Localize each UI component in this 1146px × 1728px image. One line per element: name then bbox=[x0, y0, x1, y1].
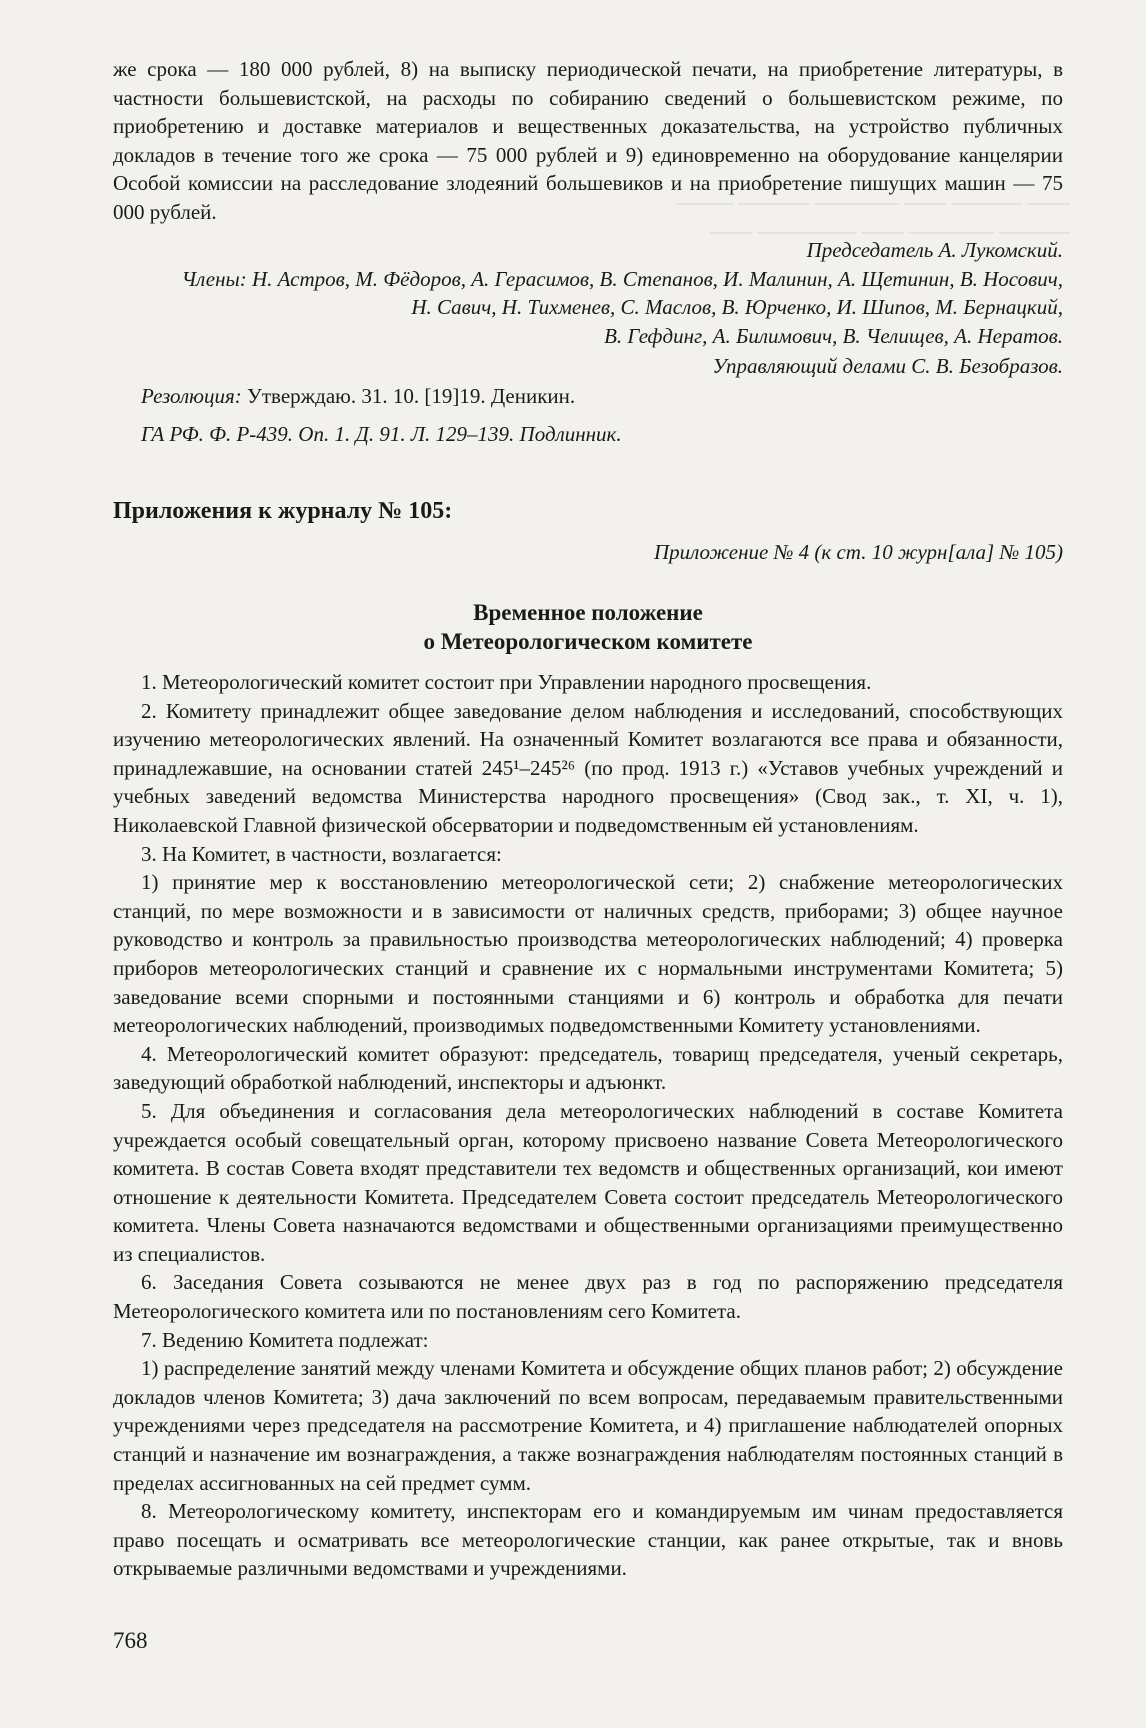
manager-signature: Управляющий делами С. В. Безобразов. bbox=[712, 354, 1063, 379]
intro-text: же срока — 180 000 рублей, 8) на выписку периодической печати, на приобретение литературы, в частности большевистской, на расходы по собиранию сведений о большевистском режиме, по приобретению и доставке материалов и вещественных доказательства, на устройство публичных докладов в течение того же срока — 75 000 рублей и 9) единовременно на оборудование канцелярии Особой комиссии на расследование злодеяний большевиков и на приобретение пишущих машин — 75 000 рублей. bbox=[113, 57, 1063, 224]
resolution-label: Резолюция: bbox=[141, 384, 242, 408]
appendix-reference bbox=[113, 538, 1063, 567]
item-8: 8. Метеорологическому комитету, инспекторам его и командируемым им чинам предоставляется право посещать и осматривать все метеорологические станции, как ранее открытые, так и вновь открываемые различными ведомствами и учреждениями. bbox=[113, 1499, 1063, 1581]
bleed-through-texture: ─── ───── ─── ────── ───── ──── ───── ────── ─── ─────── ─── bbox=[676, 193, 1070, 244]
item-7: 7. Ведению Комитета подлежат: bbox=[141, 1327, 429, 1352]
item-5: 5. Для объединения и согласования дела метеорологических наблюдений в составе Комитета учреждается особый совещательный орган, которому присвоено название Совета Метеорологического комитета. В состав Совета входят представители тех ведомств и общественных организаций, кои имеют отношение к деятельности Комитета. Председателем Совета состоит председатель Метеорологического комитета. Члены Совета назначаются ведомствами и общественными организациями преимущественно из специалистов. bbox=[113, 1098, 1063, 1266]
signature-block bbox=[113, 236, 1063, 381]
document-title bbox=[113, 598, 1063, 656]
item-7-details: 1) распределение занятий между членами Комитета и обсуждение общих планов работ; 2) обсуждение докладов членов Комитета; 3) дача заключений по всем вопросам, передаваемым правительственными учреждениями через председателя на рассмотрение Комитета, и 4) приглашение наблюдателей опорных станций и назначение им вознаграждения, а также вознаграждения наблюдателям постоянных станций в пределах ассигнованных на сей предмет сумм. bbox=[113, 1356, 1063, 1495]
item-1: 1. Метеорологический комитет состоит при Управлении народного просвещения. bbox=[141, 670, 872, 694]
members-line-3: В. Гефдинг, А. Билимович, В. Челищев, А. Нератов. bbox=[604, 323, 1063, 348]
appendix-heading: Приложения к журналу № 105: bbox=[113, 498, 453, 524]
members-line-1: Члены: Н. Астров, М. Фёдоров, А. Герасимов, В. Степанов, И. Малинин, А. Щетинин, В. Носович, bbox=[181, 266, 1063, 291]
regulation-body bbox=[113, 668, 1063, 1583]
resolution bbox=[113, 382, 1063, 411]
title-line-1: Временное положение bbox=[473, 600, 703, 625]
chairman-signature: Председатель А. Лукомский. bbox=[806, 238, 1063, 262]
page-number: 768 bbox=[113, 1628, 148, 1653]
intro-paragraph bbox=[113, 55, 1063, 227]
resolution-text: Утверждаю. 31. 10. [19]19. Деникин. bbox=[246, 384, 576, 408]
item-3-details: 1) принятие мер к восстановлению метеорологической сети; 2) снабжение метеорологических станций, по мере возможности и в зависимости от наличных средств, приборами; 3) общее научное руководство и контроль за правильностью производства метеорологических наблюдений; 4) проверка приборов метеорологических станций и сравнение их с нормальными инструментами Комитета; 5) заведование всеми спорными и постоянными станциями и 6) контроль и обработка для печати метеорологических наблюдений, производимых подведомственными Комитету установлениями. bbox=[113, 870, 1063, 1038]
item-2: 2. Комитету принадлежит общее заведование делом наблюдения и исследований, способствующих изучению метеорологических явлений. На означенный Комитет возлагаются все права и обязанности, принадлежавшие, на основании статей 245¹–245²⁶ (по прод. 1913 г.) «Уставов учебных учреждений и учебных заведений ведомства Министерства народного просвещения» (Свод зак., т. XI, ч. 1), Николаевской Главной физической обсерватории и подведомственным ей установлениям. bbox=[113, 698, 1063, 837]
item-4: 4. Метеорологический комитет образуют: председатель, товарищ председателя, ученый секретарь, заведующий обработкой наблюдений, инспекторы и адъюнкт. bbox=[113, 1041, 1063, 1095]
archive-source bbox=[113, 420, 1063, 449]
appendix-reference-text: Приложение № 4 (к ст. 10 журн[ала] № 105) bbox=[653, 540, 1063, 564]
members-line-2: Н. Савич, Н. Тихменев, С. Маслов, В. Юрченко, И. Шипов, М. Бернацкий, bbox=[411, 295, 1063, 320]
item-3: 3. На Комитет, в частности, возлагается: bbox=[141, 841, 502, 866]
item-6: 6. Заседания Совета созываются не менее двух раз в год по распоряжению председателя Метеорологического комитета или по постановлениям сего Комитета. bbox=[113, 1270, 1063, 1324]
title-line-2: о Метеорологическом комитете bbox=[423, 629, 753, 654]
archive-source-text: ГА РФ. Ф. Р-439. Оп. 1. Д. 91. Л. 129–139. Подлинник. bbox=[141, 422, 622, 446]
